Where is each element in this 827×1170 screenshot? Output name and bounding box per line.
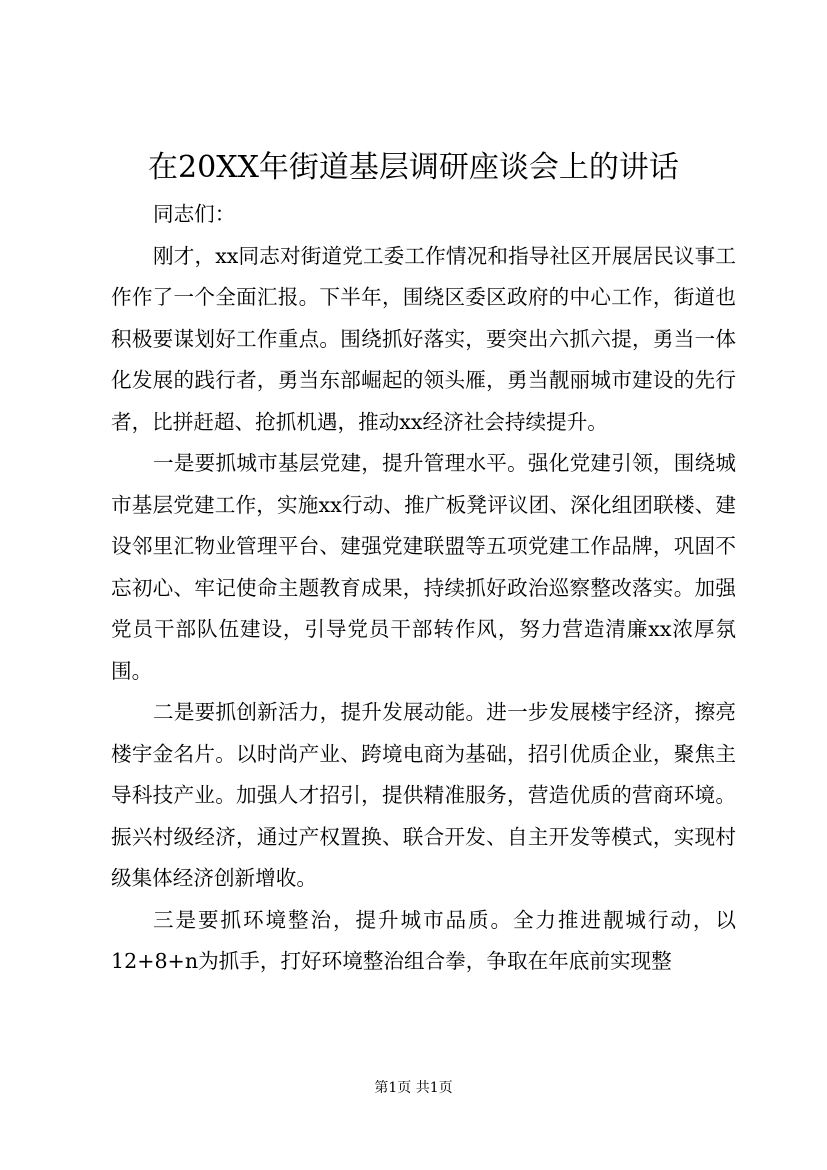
paragraph-3: 二是要抓创新活力，提升发展动能。进一步发展楼宇经济，擦亮楼宇金名片。以时尚产业、跨境电商为基础，招引优质企业，聚焦主导科技产业。加强人才招引，提供精准服务，营造优质的营商环境。振兴村级经济，通过产权置换、联合开发、自主开发等模式，实现村级集体经济创新增收。 xyxy=(111,700,736,890)
paragraph-4: 三是要抓环境整治，提升城市品质。全力推进靓城行动，以12+8+n为抓手，打好环境整治组合拳，争取在年底前实现整 xyxy=(111,907,736,973)
document-body xyxy=(111,194,736,983)
paragraph-2: 一是要抓城市基层党建，提升管理水平。强化党建引领，围绕城市基层党建工作，实施xx行动、推广板凳评议团、深化组团联楼、建设邻里汇物业管理平台、建强党建联盟等五项党建工作品牌，巩固不忘初心、牢记使命主题教育成果，持续抓好政治巡察整改落实。加强党员干部队伍建设，引导党员干部转作风，努力营造清廉xx浓厚氛围。 xyxy=(111,451,736,683)
salutation: 同志们： xyxy=(153,202,236,226)
document-title: 在20XX年街道基层调研座谈会上的讲话 xyxy=(148,150,679,185)
page-number-footer: 第1页 共1页 xyxy=(374,1080,453,1096)
paragraph-1: 刚才，xx同志对街道党工委工作情况和指导社区开展居民议事工作作了一个全面汇报。下半年，围绕区委区政府的中心工作，街道也积极要谋划好工作重点。围绕抓好落实，要突出六抓六提，勇当一体化发展的践行者，勇当东部崛起的领头雁，勇当靓丽城市建设的先行者，比拼赶超、抢抓机遇，推动xx经济社会持续提升。 xyxy=(111,243,736,434)
